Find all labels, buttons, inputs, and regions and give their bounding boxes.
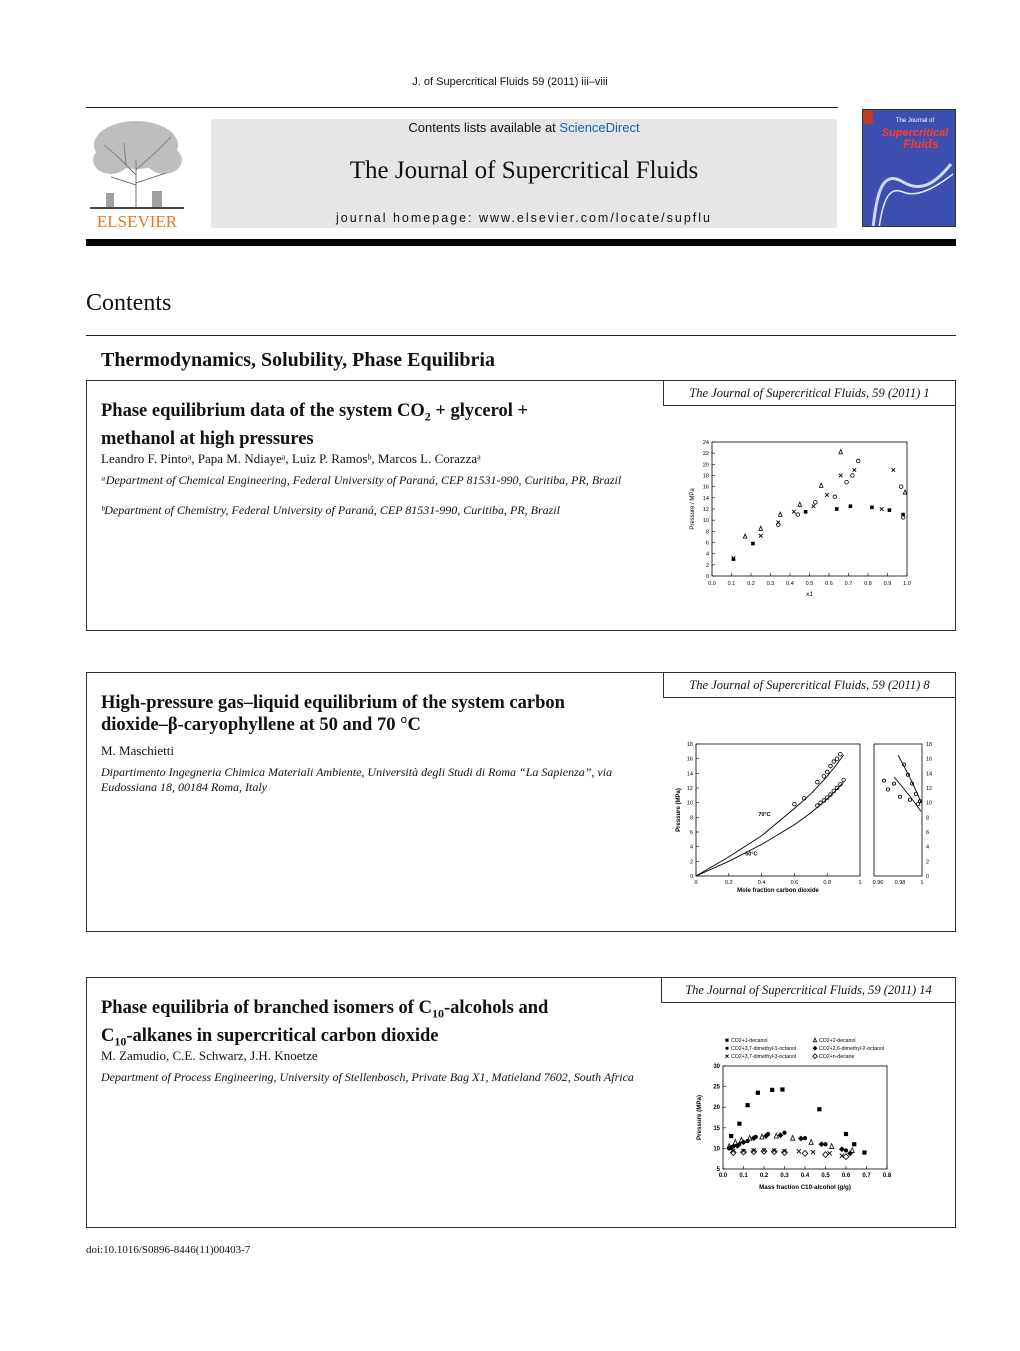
data-point-diamond [813, 1046, 818, 1051]
data-point-square [770, 1088, 774, 1092]
x-tick-label: 0.2 [759, 1173, 769, 1179]
y-tick-label: 16 [686, 756, 693, 763]
data-point-diamond [819, 1141, 825, 1147]
data-point-cross [797, 1149, 801, 1153]
data-point-circle [832, 760, 836, 764]
inset-y-tick-label: 2 [926, 859, 930, 866]
data-point-dot [725, 1047, 728, 1050]
y-tick-label: 16 [702, 484, 709, 491]
data-point-square [804, 510, 808, 514]
data-point-cross [839, 474, 843, 478]
title-subscript: 2 [424, 409, 431, 424]
x-tick-label: 0.2 [724, 880, 733, 886]
data-point-diamond-open [751, 1149, 757, 1155]
data-point-triangle [798, 502, 802, 506]
data-point-circle [851, 474, 855, 478]
data-point-circle [833, 495, 837, 499]
data-point-circle [819, 801, 823, 805]
x-axis-label: Mass fraction C10-alcohol (g/g) [759, 1184, 851, 1191]
data-point-triangle [774, 1133, 778, 1138]
article-citation[interactable]: The Journal of Supercritical Fluids, 59 (2011) 1 [663, 380, 956, 406]
data-point-square [844, 1132, 848, 1136]
data-point-circle [825, 770, 829, 774]
data-point-circle [882, 779, 885, 782]
y-tick-label: 12 [686, 786, 693, 792]
data-point-square [751, 542, 755, 546]
contents-heading: Contents [86, 290, 172, 316]
elsevier-tree-icon [86, 115, 188, 230]
title-subscript: 10 [114, 1034, 127, 1049]
inset-x-tick-label: 1 [920, 880, 924, 886]
x-tick-label: 1 [858, 880, 862, 886]
elsevier-logo[interactable] [86, 115, 188, 230]
x-tick-label: 0.9 [883, 581, 892, 587]
data-point-cross [880, 507, 884, 511]
inset-x-tick-label: 0.98 [894, 880, 906, 886]
data-point-diamond-open [813, 1054, 818, 1059]
data-point-diamond-open [761, 1148, 767, 1154]
data-point-triangle [839, 450, 843, 454]
inset-y-tick-label: 10 [926, 800, 933, 807]
title-subscript: 10 [431, 1006, 444, 1021]
x-tick-label: 0.6 [790, 880, 799, 886]
title-part: -alkanes in supercritical carbon dioxide [126, 1025, 439, 1046]
annotation-70C: 70°C [758, 811, 771, 818]
data-point-dot [782, 1131, 786, 1135]
title-part: -alcohols and [443, 998, 549, 1018]
affiliation-a: Dipartimento Ingegneria Chimica Materiali Ambiente, Università degli Studi di Roma “La Sapienza”, via Eudossiana 18, 00184 Roma, Italy [101, 765, 613, 794]
data-point-triangle [809, 1140, 813, 1145]
x-tick-label: 0.3 [780, 1173, 789, 1179]
data-point-cross [762, 1148, 766, 1152]
data-point-triangle [813, 1038, 816, 1042]
x-tick-label: 0.0 [718, 1173, 728, 1179]
data-point-triangle [760, 1134, 764, 1139]
data-point-triangle [733, 1140, 737, 1145]
y-tick-label: 2 [705, 562, 709, 569]
availability-line [211, 120, 837, 135]
x-tick-label: 0 [694, 880, 698, 886]
x-tick-label: 0.6 [825, 581, 833, 587]
inset-y-tick-label: 14 [926, 771, 933, 778]
inset-y-tick-label: 0 [926, 874, 930, 880]
y-tick-label: 30 [713, 1064, 720, 1070]
inset-y-tick-label: 16 [926, 756, 933, 763]
y-tick-label: 6 [705, 540, 709, 547]
x-axis-label: x1 [806, 591, 813, 598]
x-tick-label: 0.0 [708, 581, 716, 587]
journal-cover[interactable] [862, 109, 956, 227]
title-part: High-pressure gas–liquid equilibrium of the system carbon [101, 693, 565, 713]
data-point-circle [899, 485, 903, 489]
data-point-square [888, 508, 892, 512]
y-tick-label: 6 [689, 830, 693, 836]
y-tick-label: 22 [702, 451, 709, 458]
x-tick-label: 0.5 [821, 1173, 830, 1179]
y-tick-label: 8 [705, 529, 709, 536]
doi[interactable]: doi:10.1016/S0896-8446(11)00403-7 [86, 1244, 251, 1256]
data-point-diamond-open [802, 1150, 808, 1156]
x-tick-label: 0.1 [739, 1173, 748, 1179]
x-tick-label: 1.0 [903, 581, 911, 587]
publisher-name: ELSEVIER [96, 212, 178, 230]
section-heading: Thermodynamics, Solubility, Phase Equilibria [101, 349, 495, 371]
data-point-circle [908, 798, 911, 801]
legend-label: CO2+2-decanol [819, 1038, 856, 1044]
y-tick-label: 18 [686, 742, 693, 748]
y-tick-label: 0 [689, 874, 693, 880]
article-authors: M. Zamudio, C.E. Schwarz, J.H. Knoetze [101, 1048, 318, 1063]
data-point-diamond-open [843, 1154, 849, 1160]
data-point-triangle [830, 1144, 834, 1149]
graphical-abstract-chart [672, 736, 942, 896]
legend-label: CO2+3,7-dimethyl-3-octanol [731, 1054, 797, 1060]
header-rule [86, 107, 838, 108]
article-citation[interactable]: The Journal of Supercritical Fluids, 59 (2011) 14 [661, 977, 956, 1003]
data-point-diamond [798, 1136, 804, 1142]
data-point-triangle [791, 1135, 795, 1140]
data-point-cross [853, 468, 857, 472]
y-tick-label: 10 [713, 1146, 720, 1153]
data-point-triangle [819, 483, 823, 487]
journal-title: The Journal of Supercritical Fluids [349, 157, 699, 184]
data-point-square [852, 1142, 856, 1146]
data-point-square [835, 507, 839, 511]
data-point-diamond-open [823, 1152, 829, 1158]
affiliation-a: ᵃDepartment of Chemical Engineering, Federal University of Paraná, CEP 81531-990, Curitiba, PR, Brazil [101, 473, 622, 487]
inset-frame [874, 744, 922, 876]
data-point-square [746, 1103, 750, 1107]
data-point-square [729, 1134, 733, 1138]
data-point-cross [892, 468, 896, 472]
contents-rule [86, 335, 956, 336]
y-axis-label: Pressure (MPa) [676, 788, 682, 832]
y-tick-label: 14 [702, 495, 709, 502]
data-point-circle [898, 795, 901, 798]
title-part: C [101, 1025, 115, 1046]
x-tick-label: 0.4 [800, 1173, 810, 1179]
x-tick-label: 0.8 [882, 1173, 892, 1179]
x-tick-label: 0.7 [862, 1173, 871, 1179]
data-point-cross [825, 493, 829, 497]
data-point-square [725, 1039, 728, 1042]
cover-title-2: Fluids [903, 137, 939, 151]
annotation-50C: 50°C [745, 851, 758, 858]
affiliation-b: ᵇDepartment of Chemistry, Federal University of Paraná, CEP 81531-990, Curitiba, PR, Brazil [101, 503, 560, 517]
plot-frame [696, 744, 860, 876]
x-tick-label: 0.8 [864, 581, 872, 587]
data-point-circle [796, 513, 800, 517]
legend-label: CO2+1-decanol [731, 1038, 768, 1044]
x-tick-label: 0.6 [841, 1173, 851, 1179]
data-point-square [870, 506, 874, 510]
data-point-dot [803, 1136, 807, 1140]
x-tick-label: 0.2 [747, 581, 755, 587]
y-tick-label: 20 [713, 1105, 720, 1112]
data-point-cross [811, 1150, 815, 1154]
article-citation[interactable]: The Journal of Supercritical Fluids, 59 (2011) 8 [663, 672, 956, 698]
data-point-circle [856, 459, 860, 463]
data-point-circle [829, 764, 833, 768]
article-title[interactable] [101, 997, 621, 1052]
title-part: Phase equilibrium data of the system CO [101, 401, 425, 421]
inset-x-tick-label: 0.96 [872, 880, 884, 886]
article-title[interactable] [101, 400, 621, 450]
data-point-circle [842, 778, 846, 782]
data-point-circle [916, 803, 919, 806]
title-part: + glycerol + [430, 401, 529, 421]
y-tick-label: 18 [702, 473, 709, 480]
data-point-cross [777, 521, 781, 525]
x-tick-label: 0.8 [823, 880, 832, 886]
y-tick-label: 20 [702, 462, 709, 469]
y-tick-label: 10 [686, 800, 693, 807]
data-point-circle [845, 480, 849, 484]
cover-art-icon [863, 110, 956, 227]
title-part: methanol at high pressures [101, 428, 314, 449]
data-point-cross [759, 534, 763, 538]
x-tick-label: 0.4 [786, 581, 794, 587]
data-point-square [817, 1107, 821, 1111]
data-point-triangle [778, 512, 782, 516]
data-point-circle [814, 501, 818, 505]
masthead-banner [211, 119, 837, 228]
data-point-circle [892, 782, 895, 785]
data-point-circle [835, 757, 839, 761]
x-tick-label: 0.1 [727, 581, 736, 587]
data-point-circle [816, 780, 820, 784]
data-point-cross [812, 504, 816, 508]
x-tick-label: 0.3 [766, 581, 775, 587]
title-part: Phase equilibria of branched isomers of C [101, 998, 432, 1018]
data-point-circle [822, 774, 826, 778]
data-point-diamond-open [741, 1149, 747, 1155]
legend-label: CO2+n-decane [819, 1054, 855, 1060]
plot-frame [712, 442, 907, 576]
y-axis-label: Pressure / MPa [690, 488, 696, 530]
x-tick-label: 0.7 [844, 581, 853, 587]
cover-small-title: The Journal of [895, 118, 935, 124]
article-card [86, 977, 956, 1228]
y-tick-label: 24 [702, 440, 709, 446]
article-authors: Leandro F. Pintoᵃ, Papa M. Ndiayeᵃ, Luiz P. Ramosᵇ, Marcos L. Corazzaᵃ [101, 451, 481, 466]
article-card [86, 672, 956, 932]
data-point-circle [793, 802, 797, 806]
data-point-square [849, 504, 853, 508]
x-tick-label: 0.5 [805, 581, 814, 587]
availability-prefix: Contents lists available at [408, 120, 560, 135]
data-point-square [862, 1150, 866, 1154]
data-point-square [737, 1122, 741, 1126]
legend-label: CO2+2,6-dimethyl-2-octanol [819, 1046, 885, 1052]
journal-homepage[interactable]: journal homepage: www.elsevier.com/locate/supflu [335, 211, 712, 225]
inset-y-tick-label: 6 [926, 830, 930, 836]
cover-title-1: Supercritical [881, 127, 949, 139]
data-point-circle [886, 788, 889, 791]
inset-y-tick-label: 4 [926, 844, 930, 851]
y-tick-label: 5 [716, 1167, 720, 1173]
x-tick-label: 0.4 [757, 880, 766, 886]
data-point-square [780, 1087, 784, 1091]
x-axis-label: Mole fraction carbon dioxide [737, 888, 819, 894]
inset-line-50C [894, 777, 921, 811]
y-tick-label: 4 [705, 551, 709, 558]
legend-label: CO2+3,7-dimethyl-1-octanol [731, 1046, 797, 1052]
article-authors: M. Maschietti [101, 743, 174, 758]
data-point-cross [725, 1055, 728, 1058]
y-tick-label: 10 [702, 518, 709, 525]
article-card [86, 380, 956, 631]
data-point-triangle [903, 490, 907, 494]
graphical-abstract-chart [687, 1036, 909, 1201]
data-point-cross [792, 510, 796, 514]
data-point-circle [839, 752, 843, 756]
running-header: J. of Supercritical Fluids 59 (2011) iii–viii [412, 76, 608, 88]
y-tick-label: 25 [713, 1084, 720, 1091]
inset-y-tick-label: 8 [926, 815, 930, 822]
title-part: dioxide–β-caryophyllene at 50 and 70 °C [101, 715, 421, 735]
data-point-square [756, 1091, 760, 1095]
y-tick-label: 15 [713, 1125, 720, 1132]
affiliation-a: Department of Process Engineering, University of Stellenbosch, Private Bag X1, Matieland 7602, South Africa [101, 1070, 634, 1084]
data-point-diamond-open [771, 1149, 777, 1155]
masthead-rule [86, 239, 956, 246]
inset-y-tick-label: 18 [926, 742, 933, 748]
data-point-triangle [743, 534, 747, 538]
data-point-square [901, 513, 905, 517]
sciencedirect-link[interactable]: ScienceDirect [559, 120, 640, 135]
y-tick-label: 2 [689, 859, 693, 866]
article-title[interactable] [101, 692, 621, 736]
y-tick-label: 4 [689, 844, 693, 851]
y-axis-label: Pressure (MPa) [696, 1094, 703, 1141]
inset-y-tick-label: 12 [926, 786, 933, 792]
data-point-diamond [839, 1146, 845, 1152]
y-tick-label: 12 [702, 507, 709, 513]
y-tick-label: 14 [686, 771, 693, 778]
graphical-abstract-chart [682, 436, 917, 601]
y-tick-label: 0 [705, 574, 709, 580]
data-point-triangle [759, 526, 763, 530]
y-tick-label: 8 [689, 815, 693, 822]
